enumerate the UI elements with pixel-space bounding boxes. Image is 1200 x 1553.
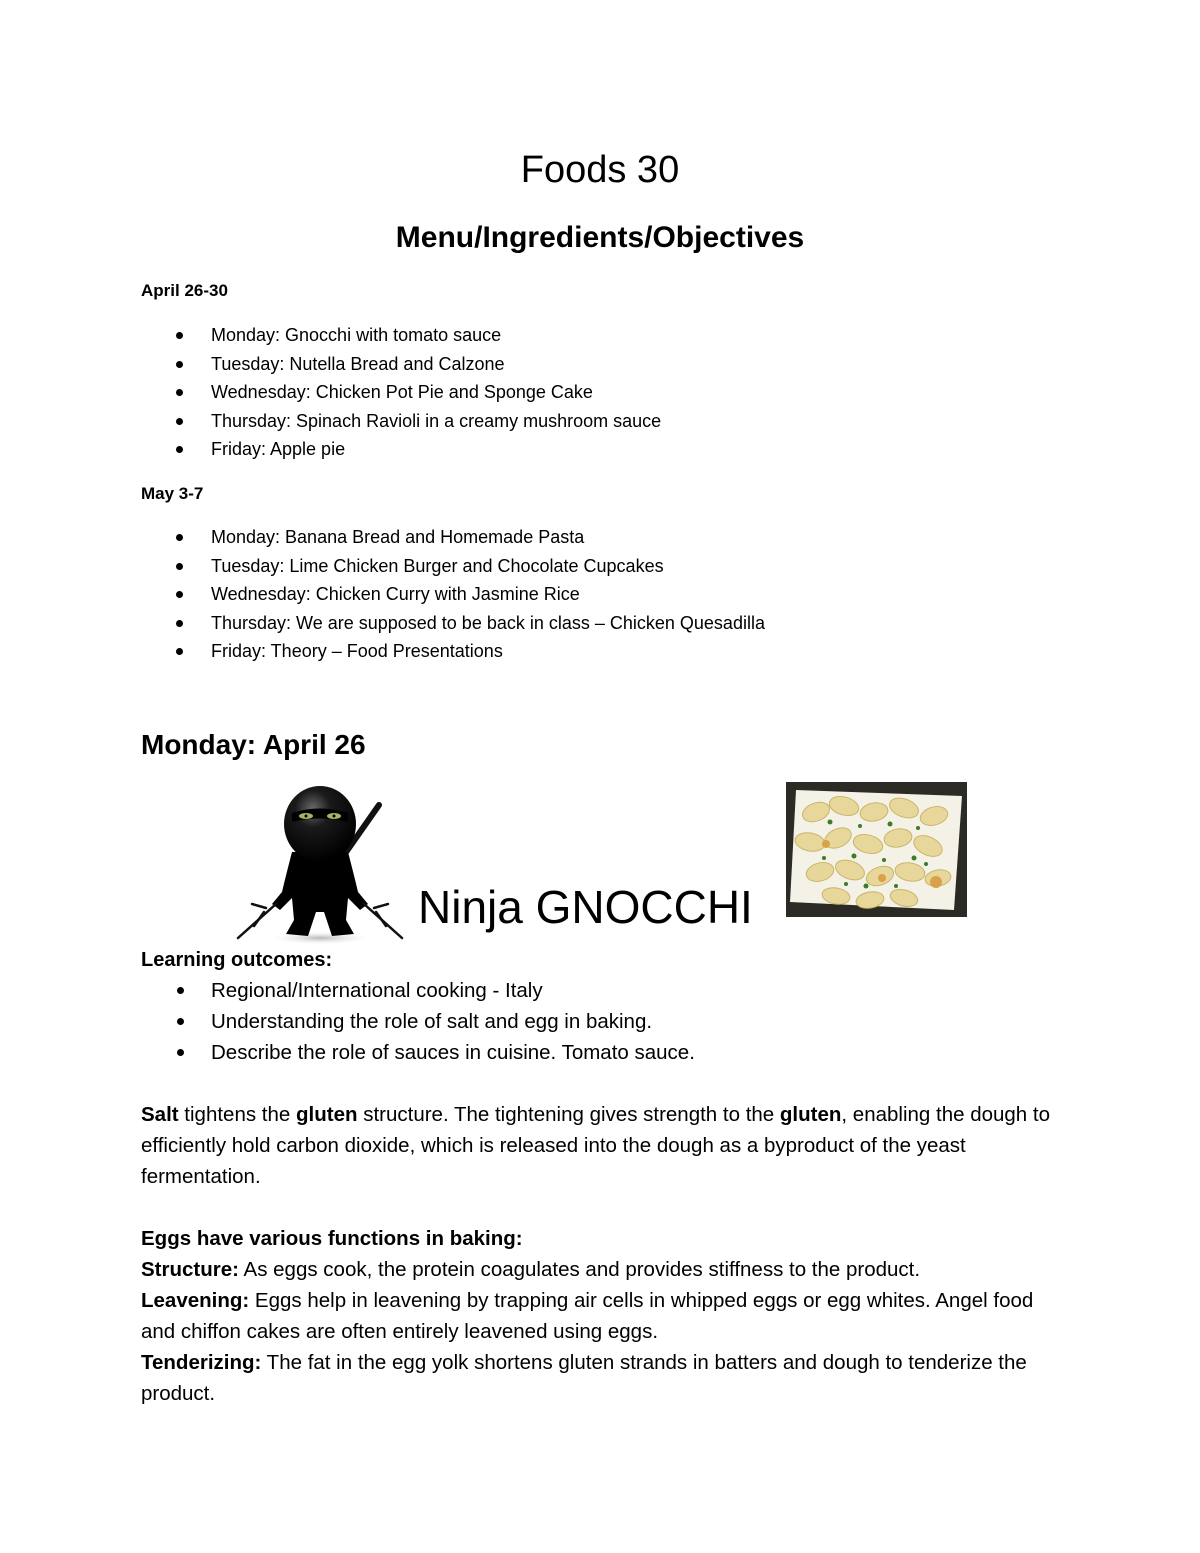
salt-text: , enabling the dough to efficiently hold carbon dioxide, which is released into the dough as a byproduct of the yeast fermentation.	[141, 1103, 1050, 1188]
list-item: Wednesday: Chicken Curry with Jasmine Rice	[141, 580, 765, 609]
menu-list-april	[141, 321, 661, 464]
list-item: Describe the role of sauces in cuisine. Tomato sauce.	[141, 1037, 695, 1068]
list-item: Tuesday: Nutella Bread and Calzone	[141, 350, 661, 379]
list-item: Regional/International cooking - Italy	[141, 975, 695, 1006]
structure-label: Structure:	[141, 1258, 239, 1281]
list-item: Monday: Gnocchi with tomato sauce	[141, 321, 661, 350]
list-item: Thursday: We are supposed to be back in class – Chicken Quesadilla	[141, 609, 765, 638]
salt-text: structure. The tightening gives strength to the	[357, 1103, 780, 1126]
salt-text: tightens the	[178, 1103, 296, 1126]
leavening-label: Leavening:	[141, 1289, 250, 1312]
outcomes-list	[141, 975, 695, 1068]
banner-title: Ninja GNOCCHI	[418, 881, 753, 933]
eggs-section	[141, 1223, 1061, 1409]
gluten-keyword: gluten	[779, 1103, 842, 1126]
gluten-keyword: gluten	[296, 1103, 358, 1126]
list-item: Friday: Theory – Food Presentations	[141, 637, 765, 666]
salt-paragraph	[141, 1099, 1061, 1192]
list-item: Friday: Apple pie	[141, 435, 661, 464]
day-heading: Monday: April 26	[141, 729, 366, 760]
week-label-april: April 26-30	[141, 281, 228, 300]
list-item: Thursday: Spinach Ravioli in a creamy mushroom sauce	[141, 407, 661, 436]
page-subtitle: Menu/Ingredients/Objectives	[395, 221, 805, 254]
structure-text: As eggs cook, the protein coagulates and provides stiffness to the product.	[238, 1258, 921, 1281]
list-item: Monday: Banana Bread and Homemade Pasta	[141, 523, 765, 552]
list-item: Tuesday: Lime Chicken Burger and Chocolate Cupcakes	[141, 552, 765, 581]
menu-list-may	[141, 523, 765, 666]
list-item: Understanding the role of salt and egg in baking.	[141, 1006, 695, 1037]
ninja-illustration-icon	[234, 780, 406, 946]
page-title: Foods 30	[520, 149, 680, 191]
salt-keyword: Salt	[141, 1103, 179, 1126]
list-item: Wednesday: Chicken Pot Pie and Sponge Cake	[141, 378, 661, 407]
week-label-may: May 3-7	[141, 484, 204, 503]
leavening-text: Eggs help in leavening by trapping air cells in whipped eggs or egg whites. Angel food and chiffon cakes are often entirely leavened using eggs.	[141, 1289, 1034, 1343]
eggs-heading: Eggs have various functions in baking:	[141, 1227, 523, 1250]
tenderizing-label: Tenderizing:	[141, 1351, 262, 1374]
gnocchi-photo-icon	[786, 782, 967, 917]
outcomes-label: Learning outcomes:	[141, 949, 333, 971]
tenderizing-text: The fat in the egg yolk shortens gluten strands in batters and dough to tenderize the product.	[141, 1351, 1027, 1405]
